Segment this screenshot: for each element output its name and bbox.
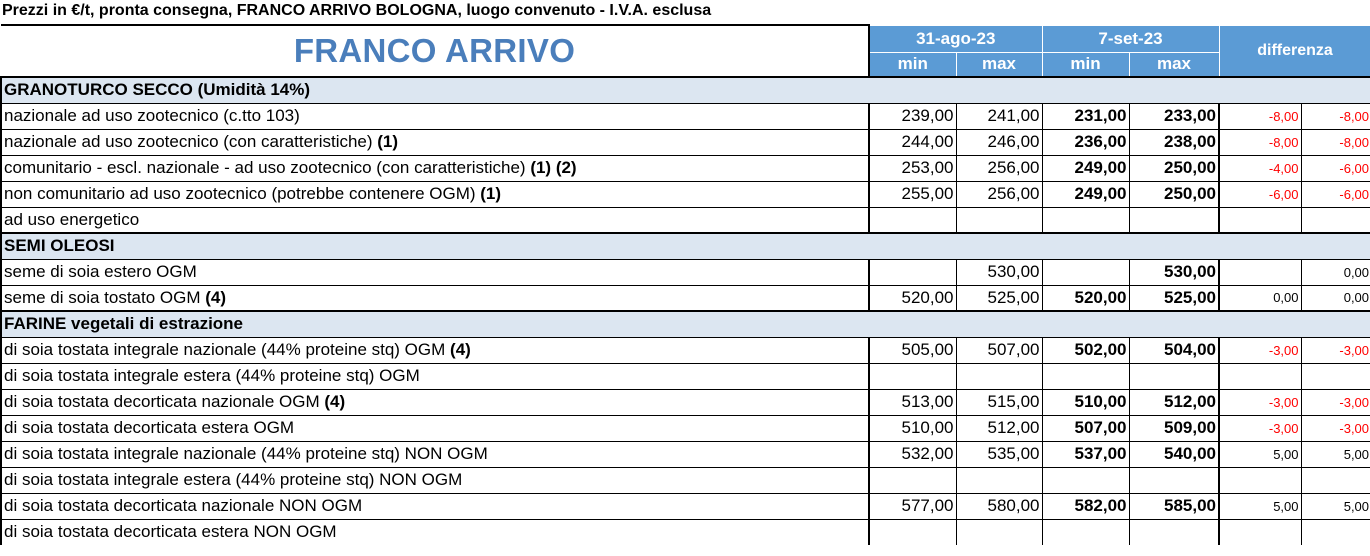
product-name: di soia tostata decorticata nazionale NON OGM [4,496,363,515]
price-current-min: 502,00 [1042,337,1129,363]
table-row [1,181,1370,207]
product-name: di soia tostata decorticata estera OGM [4,418,295,437]
price-current-max: 530,00 [1129,259,1219,285]
difference-header: differenza [1219,25,1370,77]
product-name: comunitario - escl. nazionale - ad uso zootecnico (con caratteristiche) [4,158,531,177]
price-current-max: 509,00 [1129,415,1219,441]
product-label [1,493,869,519]
product-name: di soia tostata integrale estera (44% proteine stq) OGM [4,366,420,385]
difference-min [1219,519,1301,545]
price-prev-max: 241,00 [956,103,1042,129]
table-row [1,363,1370,389]
difference-max: -3,00 [1301,389,1370,415]
price-current-max: 233,00 [1129,103,1219,129]
date-prev-header: 31-ago-23 [869,25,1042,52]
product-label [1,155,869,181]
difference-max [1301,467,1370,493]
product-name: di soia tostata decorticata estera NON OGM [4,522,337,542]
price-current-max [1129,363,1219,389]
price-current-max: 512,00 [1129,389,1219,415]
price-prev-min: 253,00 [869,155,956,181]
price-prev-min: 577,00 [869,493,956,519]
price-current-min: 507,00 [1042,415,1129,441]
table-row [1,129,1370,155]
footnote-ref: (1) [377,132,399,151]
product-label [1,441,869,467]
price-prev-max: 525,00 [956,285,1042,311]
table-row [1,259,1370,285]
price-current-min: 520,00 [1042,285,1129,311]
price-current-min [1042,519,1129,545]
difference-min: -6,00 [1219,181,1301,207]
product-label [1,181,869,207]
difference-min: 5,00 [1219,493,1301,519]
table-row [1,337,1370,363]
difference-min [1219,259,1301,285]
price-current-max [1129,467,1219,493]
product-name: nazionale ad uso zootecnico (c.tto 103) [4,106,300,125]
difference-max [1301,363,1370,389]
difference-min: -3,00 [1219,337,1301,363]
difference-max: 5,00 [1301,493,1370,519]
table-row [1,103,1370,129]
difference-min: -8,00 [1219,129,1301,155]
difference-min: -3,00 [1219,415,1301,441]
table-row [1,415,1370,441]
difference-max: 5,00 [1301,441,1370,467]
price-current-max: 525,00 [1129,285,1219,311]
table-row [1,285,1370,311]
footnote-ref: (4) [450,340,471,359]
max-header: max [956,52,1042,77]
difference-max [1301,519,1370,545]
product-name: seme di soia tostato OGM [4,287,206,307]
table-row [1,519,1370,545]
price-current-max: 250,00 [1129,181,1219,207]
price-prev-max [956,363,1042,389]
product-label [1,207,869,233]
price-current-min [1042,259,1129,285]
product-name: di soia tostata decorticata nazionale OGM [4,392,325,411]
product-name: ad uso energetico [4,209,140,229]
price-current-max: 540,00 [1129,441,1219,467]
difference-max [1301,207,1370,233]
difference-min: -3,00 [1219,389,1301,415]
product-name: di soia tostata integrale nazionale (44% proteine stq) NON OGM [4,444,488,463]
difference-min: -8,00 [1219,103,1301,129]
price-prev-min: 513,00 [869,389,956,415]
price-prev-min: 239,00 [869,103,956,129]
price-prev-max: 580,00 [956,493,1042,519]
price-current-min: 537,00 [1042,441,1129,467]
difference-max: -6,00 [1301,155,1370,181]
price-prev-min: 510,00 [869,415,956,441]
price-prev-max [956,207,1042,233]
product-name: seme di soia estero OGM [4,262,197,281]
product-name: di soia tostata integrale nazionale (44% proteine stq) OGM [4,340,451,359]
product-label [1,389,869,415]
difference-min [1219,467,1301,493]
price-prev-min [869,519,956,545]
product-label [1,337,869,363]
price-current-max: 238,00 [1129,129,1219,155]
product-label [1,285,869,311]
price-current-max: 504,00 [1129,337,1219,363]
price-prev-min: 244,00 [869,129,956,155]
section-header-row [1,77,1370,103]
price-prev-max: 535,00 [956,441,1042,467]
min-header: min [1042,52,1129,77]
product-name: di soia tostata integrale estera (44% proteine stq) NON OGM [4,470,463,489]
table-row [1,441,1370,467]
difference-max: -3,00 [1301,337,1370,363]
price-current-min [1042,467,1129,493]
product-label [1,103,869,129]
price-current-max [1129,207,1219,233]
table-row [1,155,1370,181]
price-prev-min: 520,00 [869,285,956,311]
price-prev-max: 507,00 [956,337,1042,363]
price-current-min: 231,00 [1042,103,1129,129]
table-row [1,389,1370,415]
difference-max: 0,00 [1301,285,1370,311]
section-header-row [1,233,1370,259]
footnote-ref: (1) [480,184,502,203]
table-row [1,207,1370,233]
price-table [0,24,1370,545]
product-label [1,363,869,389]
difference-max: -6,00 [1301,181,1370,207]
section-title: FARINE vegetali di estrazione [1,311,1370,337]
price-current-max [1129,519,1219,545]
difference-max: -8,00 [1301,103,1370,129]
price-prev-max: 530,00 [956,259,1042,285]
price-prev-max [956,467,1042,493]
table-row [1,467,1370,493]
page-caption: Prezzi in €/t, pronta consegna, FRANCO ARRIVO BOLOGNA, luogo convenuto - I.V.A. esclusa [2,2,712,19]
section-title: GRANOTURCO SECCO (Umidità 14%) [1,77,1370,103]
price-prev-min [869,259,956,285]
difference-min: 5,00 [1219,441,1301,467]
product-label [1,129,869,155]
price-prev-max [956,519,1042,545]
footnote-ref: (4) [324,392,346,411]
price-current-min: 510,00 [1042,389,1129,415]
table-row [1,493,1370,519]
price-current-min: 249,00 [1042,155,1129,181]
price-prev-min [869,467,956,493]
price-prev-min: 505,00 [869,337,956,363]
price-current-max: 585,00 [1129,493,1219,519]
difference-max: -3,00 [1301,415,1370,441]
max-header: max [1129,52,1219,77]
difference-min: 0,00 [1219,285,1301,311]
price-prev-max: 515,00 [956,389,1042,415]
difference-min [1219,363,1301,389]
product-label [1,519,869,545]
difference-max: 0,00 [1301,259,1370,285]
footnote-ref: (1) (2) [530,158,577,177]
price-prev-min [869,363,956,389]
product-name: nazionale ad uso zootecnico (con caratteristiche) [4,132,378,151]
price-prev-min [869,207,956,233]
difference-min: -4,00 [1219,155,1301,181]
price-prev-max: 256,00 [956,155,1042,181]
product-label [1,467,869,493]
product-label [1,415,869,441]
min-header: min [869,52,956,77]
price-current-min: 582,00 [1042,493,1129,519]
product-name: non comunitario ad uso zootecnico (potrebbe contenere OGM) [4,184,481,203]
difference-min [1219,207,1301,233]
section-title: SEMI OLEOSI [1,233,1370,259]
difference-max: -8,00 [1301,129,1370,155]
date-current-header: 7-set-23 [1042,25,1219,52]
section-header-row [1,311,1370,337]
price-current-max: 250,00 [1129,155,1219,181]
price-current-min: 249,00 [1042,181,1129,207]
price-prev-min: 255,00 [869,181,956,207]
price-prev-min: 532,00 [869,441,956,467]
product-label [1,259,869,285]
footnote-ref: (4) [205,287,227,307]
price-prev-max: 512,00 [956,415,1042,441]
price-prev-max: 256,00 [956,181,1042,207]
price-current-min [1042,207,1129,233]
table-title: FRANCO ARRIVO [1,25,869,77]
price-current-min: 236,00 [1042,129,1129,155]
price-prev-max: 246,00 [956,129,1042,155]
price-current-min [1042,363,1129,389]
